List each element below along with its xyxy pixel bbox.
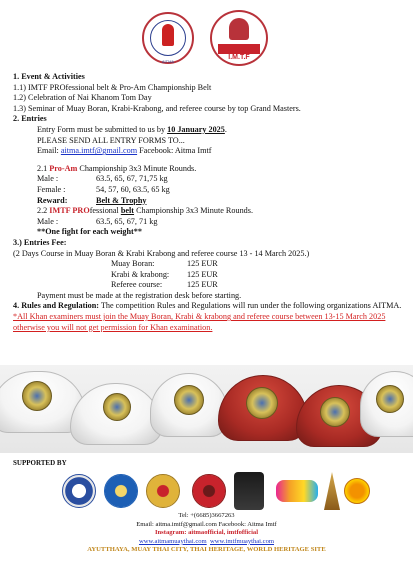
facebook-text: Facebook: Aitma Imtf xyxy=(137,146,212,156)
mongkol-photo xyxy=(0,365,413,453)
email-link[interactable]: aitma.imtf@gmail.com xyxy=(60,146,138,156)
proam-suffix: Championship 3x3 Minute Rounds. xyxy=(77,163,197,173)
proam-prefix: 2.1 xyxy=(37,163,50,173)
fee-row xyxy=(111,270,405,281)
fighter-icon xyxy=(162,24,174,46)
section1-heading: 1. Event & Activities xyxy=(13,72,85,81)
fee-row xyxy=(111,259,405,270)
sponsor-logo xyxy=(192,474,226,508)
deadline-suffix: . xyxy=(224,124,227,134)
pro-belt: belt xyxy=(120,206,135,216)
imtf-logo-text: I.M.T.F xyxy=(228,54,250,61)
male-weights-row xyxy=(13,174,405,185)
website-link[interactable]: www.imtfmuaythai.com xyxy=(209,537,275,545)
pro-mid: fessional xyxy=(89,206,121,216)
mongkol-emblem xyxy=(103,393,131,421)
pagoda-icon xyxy=(324,472,340,510)
spacer xyxy=(13,157,405,164)
female-weights: 54, 57, 60, 63.5, 65 kg xyxy=(96,184,170,194)
proam-line xyxy=(13,164,405,175)
section3-heading: 3.) Entries Fee: xyxy=(13,237,67,247)
pro-male-label: Male : xyxy=(37,216,59,226)
pro-male-weights: 63.5, 65, 67, 71 kg xyxy=(96,216,158,226)
uk-logo xyxy=(344,478,370,504)
course-note: (2 Days Course in Muay Boran & Krabi Krabong and referee course 13 - 14 March 2025.) xyxy=(13,248,310,258)
male-weights: 63.5, 65, 67, 71,75 kg xyxy=(96,174,168,184)
reward-row xyxy=(13,196,405,207)
deadline-prefix: Entry Form must be submitted to us by xyxy=(37,124,168,134)
fee-name: Krabi & krabong: xyxy=(111,269,170,279)
pro-line xyxy=(13,206,405,217)
footer-email: Email: aitma.imtf@gmail.com Facebook: Aitma Imtf xyxy=(136,520,277,528)
aitma-logo xyxy=(142,12,194,64)
pro-highlight: IMTF PRO xyxy=(49,206,90,216)
footer xyxy=(0,512,413,555)
payment-note: Payment must be made at the registration desk before starting. xyxy=(37,290,242,300)
footer-tel: Tel: +(6685)3667263 xyxy=(178,512,235,519)
fee-name: Referee course: xyxy=(111,280,163,290)
female-weights-row xyxy=(13,185,405,196)
mongkol-emblem xyxy=(174,385,204,415)
contact-line xyxy=(13,146,405,157)
pro-male-weights-row xyxy=(13,217,405,228)
reward-value: Belt & Trophy xyxy=(96,195,147,205)
footer-tagline: AYUTTHAYA, MUAY THAI CITY, THAI HERITAGE, WORLD HERITAGE SITE xyxy=(87,546,326,554)
mongkol-emblem xyxy=(22,381,52,411)
section1-item: 1.2) Celebration of Nai Khanom Tom Day xyxy=(13,93,152,103)
footer-websites xyxy=(0,538,413,547)
mongkol-emblem xyxy=(320,397,350,427)
supported-by-label: SUPPORTED BY xyxy=(13,459,67,467)
sponsor-logos xyxy=(0,470,413,514)
amazing-thailand-logo xyxy=(276,480,318,502)
email-label: Email: xyxy=(37,146,61,156)
section2-heading: 2. Entries xyxy=(13,114,47,124)
female-label: Female : xyxy=(37,184,66,194)
pro-suffix: Championship 3x3 Minute Rounds. xyxy=(134,206,253,216)
mongkol-emblem xyxy=(246,387,278,419)
world-wai-kru-logo xyxy=(234,472,264,510)
section4-paragraph xyxy=(13,301,405,312)
fee-row xyxy=(111,280,405,291)
fee-price: 125 EUR xyxy=(187,269,218,279)
one-fight-note: **One fight for each weight** xyxy=(37,227,142,237)
section4-text: The competition Rules and Regulations will run under the following organizations AITMA. xyxy=(98,301,402,311)
deadline-line xyxy=(13,125,405,136)
reward-label: Reward: xyxy=(37,195,68,205)
pro-prefix: 2.2 xyxy=(37,206,50,216)
send-line: PLEASE SEND ALL ENTRY FORMS TO... xyxy=(37,135,185,145)
khan-notice: *All Khan examiners must join the Muay Boran, Krabi & krabong and referee course between 13-15 March 2025 otherwise you will not get permission for Khan examination. xyxy=(13,312,386,332)
fee-price: 125 EUR xyxy=(187,280,218,290)
mongkol-emblem xyxy=(376,385,404,413)
header-logos xyxy=(0,8,413,68)
section1-item: 1.1) IMTF PROfessional belt & Pro-Am Championship Belt xyxy=(13,82,212,92)
boxer-icon xyxy=(229,18,249,40)
sponsor-logo xyxy=(62,474,96,508)
document-body xyxy=(13,72,405,333)
belt-icon xyxy=(218,44,260,54)
footer-instagram: Instagram: aitmaofficial, imtfofficial xyxy=(154,529,259,537)
male-label: Male : xyxy=(37,174,59,184)
section1-item: 1.3) Seminar of Muay Boran, Krabi-Krabong, and referee course by top Grand Masters. xyxy=(13,103,301,113)
sponsor-logo xyxy=(104,474,138,508)
deadline-date: 10 January 2025 xyxy=(167,124,225,134)
section4-heading: 4. Rules and Regulation: xyxy=(13,301,99,311)
sponsor-logo xyxy=(146,474,180,508)
fees-table xyxy=(13,259,405,291)
website-link[interactable]: www.aitmamuaythai.com xyxy=(138,537,207,545)
fee-price: 125 EUR xyxy=(187,259,218,269)
imtf-logo xyxy=(210,10,268,66)
proam-highlight: Pro-Am xyxy=(49,163,78,173)
fee-name: Muay Boran: xyxy=(111,259,155,269)
aitma-logo-text: AITMA xyxy=(161,59,175,64)
